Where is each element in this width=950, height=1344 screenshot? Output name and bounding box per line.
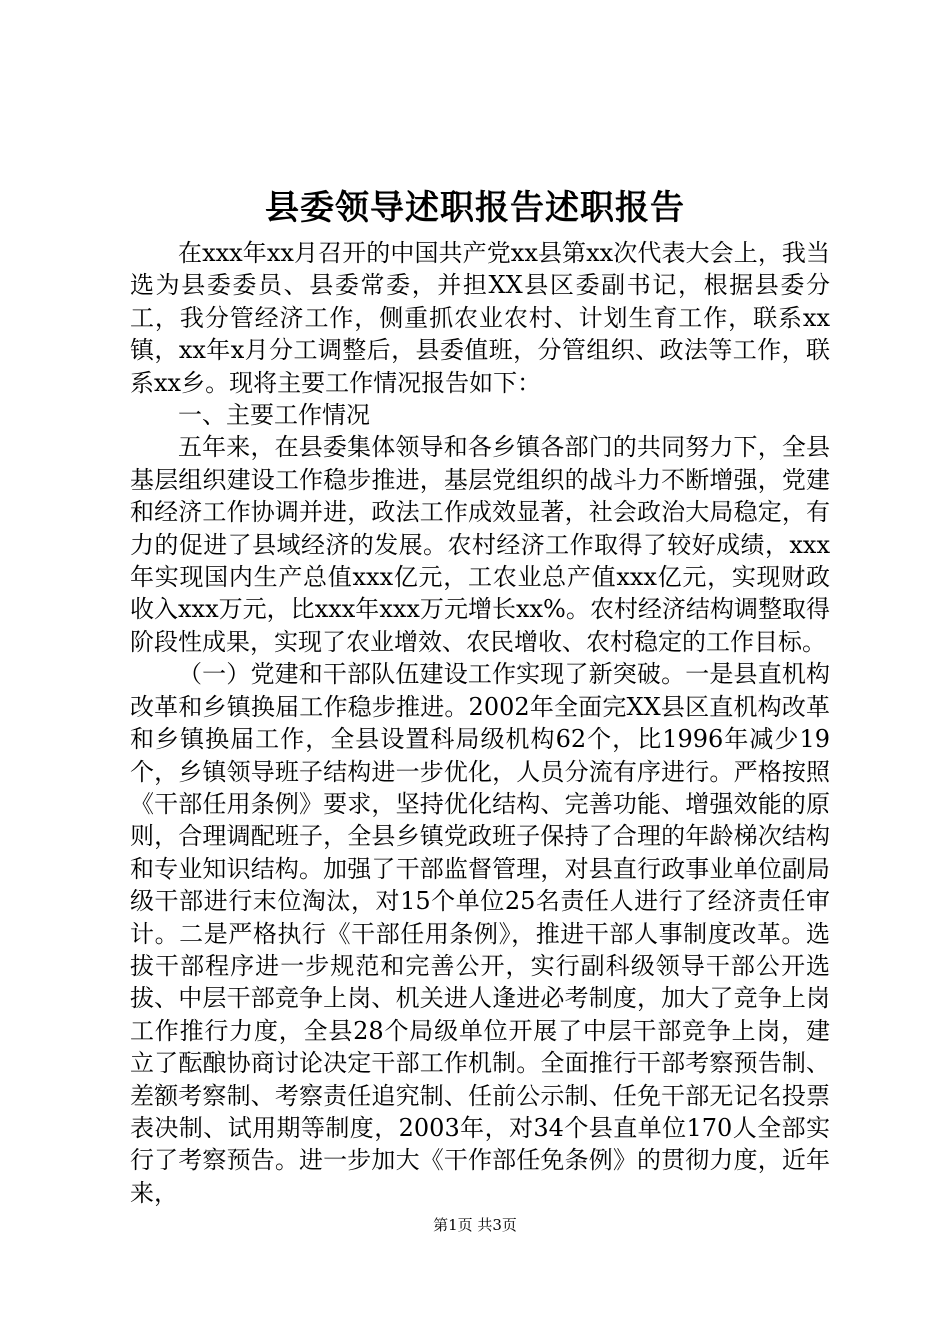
document-title: 县委领导述职报告述职报告 <box>265 188 685 228</box>
page-number-footer: 第1页 共3页 <box>433 1216 517 1234</box>
document-body <box>130 237 830 1209</box>
paragraph-party-building: （一）党建和干部队伍建设工作实现了新突破。一是县直机构改革和乡镇换届工作稳步推进。2002年全面完XX县区直机构改革和乡镇换届工作，全县设置科局级机构62个，比1996年减少19个，乡镇领导班子结构进一步优化，人员分流有序进行。严格按照《干部任用条例》要求，坚持优化结构、完善功能、增强效能的原则，合理调配班子，全县乡镇党政班子保持了合理的年龄梯次结构和专业知识结构。加强了干部监督管理，对县直行政事业单位副局级干部进行末位淘汰，对15个单位25名责任人进行了经济责任审计。二是严格执行《干部任用条例》，推进干部人事制度改革。选拔干部程序进一步规范和完善公开，实行副科级领导干部公开选拔、中层干部竞争上岗、机关进人逢进必考制度，加大了竞争上岗工作推行力度，全县28个局级单位开展了中层干部竞争上岗，建立了酝酿协商讨论决定干部工作机制。全面推行干部考察预告制、差额考察制、考察责任追究制、任前公示制、任免干部无记名投票表决制、试用期等制度，2003年，对34个县直单位170人全部实行了考察预告。进一步加大《干作部任免条例》的贯彻力度，近年来， <box>130 660 830 1207</box>
section-heading-main-work: 一、主要工作情况 <box>178 401 370 430</box>
paragraph-intro: 在xxx年xx月召开的中国共产党xx县第xx次代表大会上，我当选为县委委员、县委常委，并担XX县区委副书记，根据县委分工，我分管经济工作，侧重抓农业农村、计划生育工作，联系xx镇，xx年x月分工调整后，县委值班，分管组织、政法等工作，联系xx乡。现将主要工作情况报告如下： <box>130 239 830 397</box>
paragraph-five-years: 五年来，在县委集体领导和各乡镇各部门的共同努力下，全县基层组织建设工作稳步推进，基层党组织的战斗力不断增强，党建和经济工作协调并进，政法工作成效显著，社会政治大局稳定，有力的促进了县域经济的发展。农村经济工作取得了较好成绩，xxx年实现国内生产总值xxx亿元，工农业总产值xxx亿元，实现财政收入xxx万元，比xxx年xxx万元增长xx%。农村经济结构调整取得阶段性成果，实现了农业增效、农民增收、农村稳定的工作目标。 <box>130 433 830 656</box>
